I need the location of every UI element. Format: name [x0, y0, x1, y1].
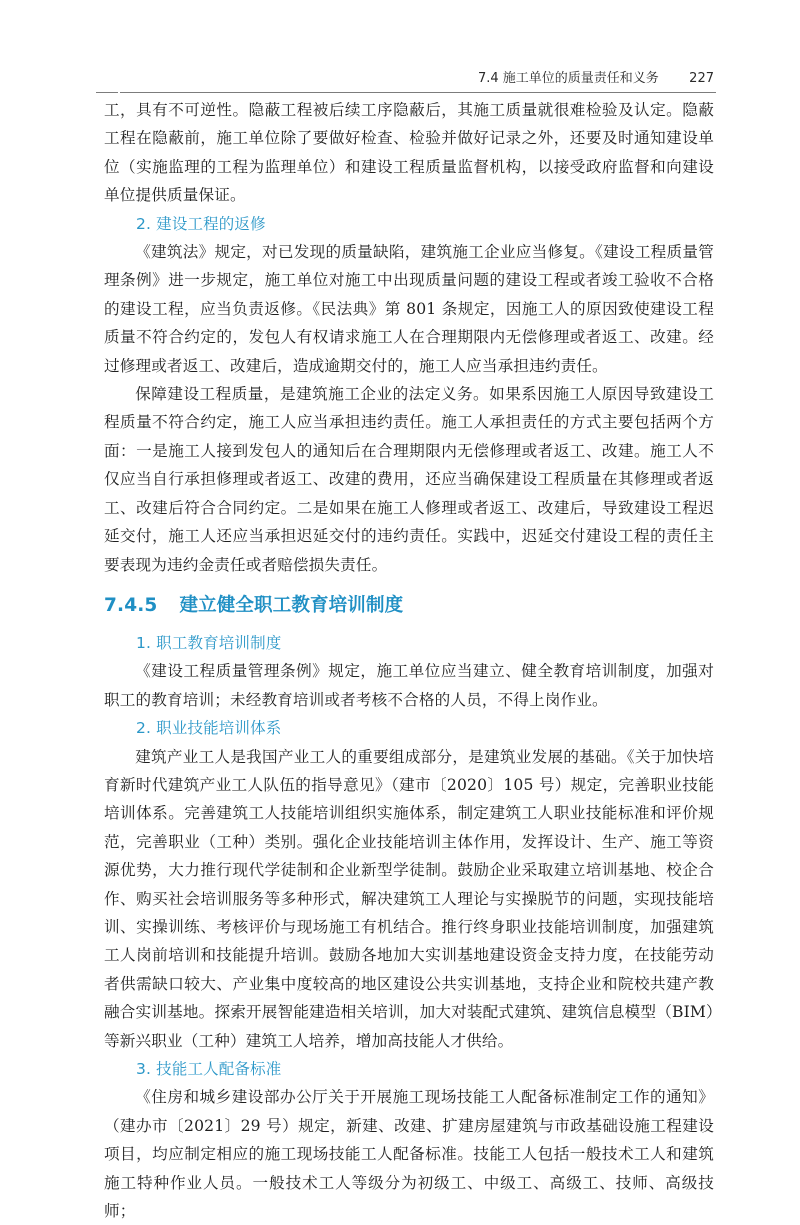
- section-number: 7.4.5: [104, 594, 158, 616]
- paragraph-continuation: 工，具有不可逆性。隐蔽工程被后续工序隐蔽后，其施工质量就很难检验及认定。隐蔽工程在隐蔽前，施工单位除了要做好检查、检验并做好记录之外，还要及时通知建设单位（实施监理的工程为监理单位）和建设工程质量监督机构，以接受政府监督和向建设单位提供质量保证。: [104, 101, 714, 205]
- paragraph-rework-law: 《建筑法》规定，对已发现的质量缺陷，建筑施工企业应当修复。《建设工程质量管理条例》进一步规定，施工单位对施工中出现质量问题的建设工程或者竣工验收不合格的建设工程，应当负责返修。《民法典》第 801 条规定，因施工人的原因致使建设工程质量不符合约定的，发包人有权请求施工人在合理期限内无偿修理或者返工、改建。经过修理或者返工、改建后，造成逾期交付的，施工人应当承担违约责任。: [104, 243, 714, 375]
- page-number: 227: [689, 71, 714, 86]
- running-header-title: 7.4 施工单位的质量责任和义务: [478, 71, 659, 86]
- paragraph-skills-system: 建筑产业工人是我国产业工人的重要组成部分，是建筑业发展的基础。《关于加快培育新时代建筑产业工人队伍的指导意见》（建市〔2020〕105 号）规定，完善职业技能培训体系。完善建筑工人技能培训组织实施体系，制定建筑工人职业技能标准和评价规范，完善职业（工种）类别。强化企业技能培训主体作用，发挥设计、生产、施工等资源优势，大力推行现代学徒制和企业新型学徒制。鼓励企业采取建立培训基地、校企合作、购买社会培训服务等多种形式，解决建筑工人理论与实操脱节的问题，实现技能培训、实操训练、考核评价与现场施工有机结合。推行终身职业技能培训制度，加强建筑工人岗前培训和技能提升培训。鼓励各地加大实训基地建设资金支持力度，在技能劳动者供需缺口较大、产业集中度较高的地区建设公共实训基地，支持企业和院校共建产教融合实训基地。探索开展智能建造相关培训，加大对装配式建筑、建筑信息模型（BIM）等新兴职业（工种）建筑工人培养，增加高技能人才供给。: [104, 747, 714, 1050]
- section-heading: [104, 589, 714, 623]
- section-title: 建立健全职工教育培训制度: [179, 594, 404, 616]
- paragraph-education: 《建设工程质量管理条例》规定，施工单位应当建立、健全教育培训制度，加强对职工的教育培训；未经教育培训或者考核不合格的人员，不得上岗作业。: [104, 662, 714, 709]
- subheading-skills-system: 2. 职业技能培训体系: [136, 719, 282, 738]
- page-body: [104, 96, 714, 1225]
- subheading-staffing-standard: 3. 技能工人配备标准: [136, 1060, 282, 1078]
- subheading-rework: 2. 建设工程的返修: [136, 214, 266, 233]
- header-accent-line: [96, 92, 118, 93]
- subheading-education: 1. 职工教育培训制度: [136, 633, 282, 652]
- header-rule: [120, 92, 716, 93]
- running-header: [478, 68, 714, 90]
- paragraph-staffing-standard: 《住房和城乡建设部办公厅关于开展施工现场技能工人配备标准制定工作的通知》（建办市〔2021〕29 号）规定，新建、改建、扩建房屋建筑与市政基础设施工程建设项目，均应制定相应的施工现场技能工人配备标准。技能工人包括一般技术工人和建筑施工特种作业人员。一般技术工人等级分为初级工、中级工、高级工、技师、高级技师；: [104, 1088, 714, 1221]
- paragraph-rework-duty: 保障建设工程质量，是建筑施工企业的法定义务。如果系因施工人原因导致建设工程质量不符合约定，施工人应当承担违约责任。施工人承担责任的方式主要包括两个方面：一是施工人接到发包人的通知后在合理期限内无偿修理或者返工、改建。施工人不仅应当自行承担修理或者返工、改建的费用，还应当确保建设工程质量在其修理或者返工、改建后符合合同约定。二是如果在施工人修理或者返工、改建后，导致建设工程迟延交付，施工人还应当承担迟延交付的违约责任。实践中，迟延交付建设工程的责任主要表现为违约金责任或者赔偿损失责任。: [104, 385, 714, 574]
